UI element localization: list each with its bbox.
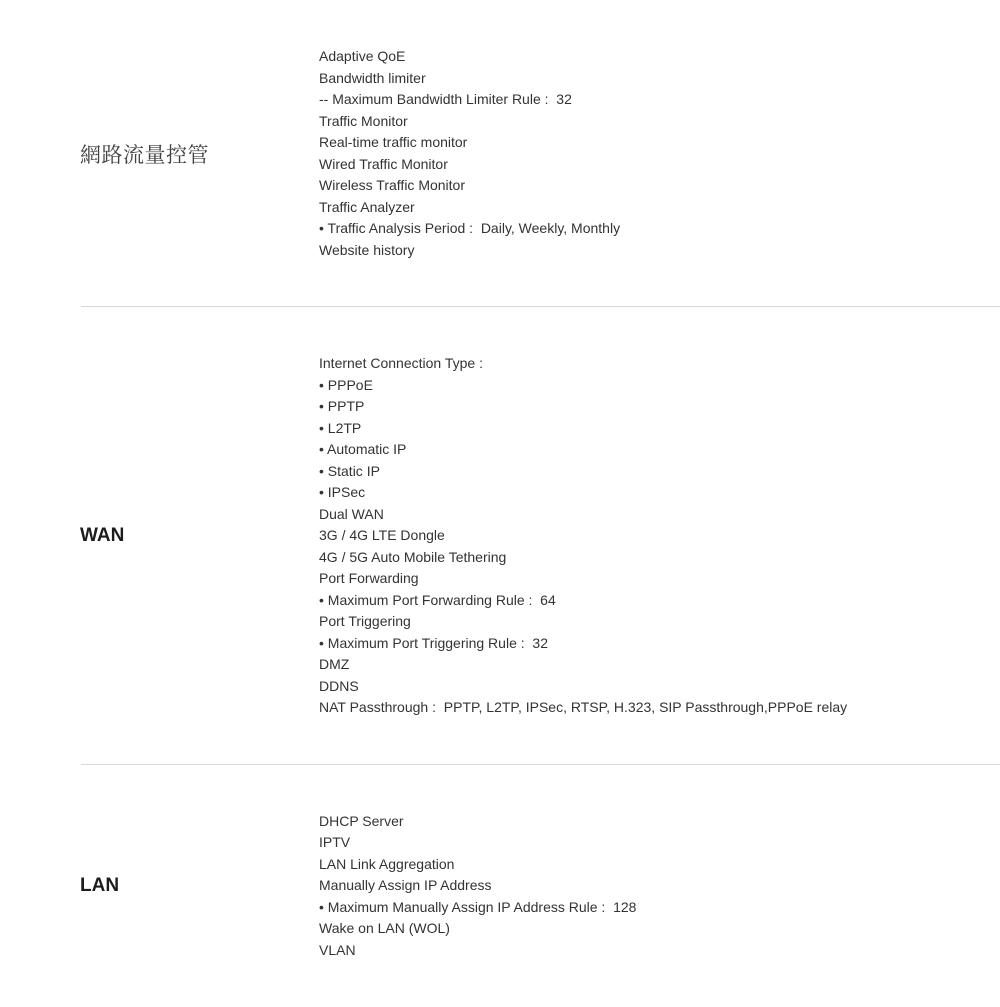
- spec-item: Website history: [319, 240, 1000, 262]
- spec-item: DHCP Server: [319, 811, 1000, 833]
- spec-item: Wake on LAN (WOL): [319, 918, 1000, 940]
- spec-item: Traffic Analyzer: [319, 197, 1000, 219]
- spec-item: Port Triggering: [319, 611, 1000, 633]
- spec-row: [0, 307, 1000, 765]
- spec-item: NAT Passthrough : PPTP, L2TP, IPSec, RTSP, H.323, SIP Passthrough,PPPoE relay: [319, 697, 1000, 719]
- spec-item: LAN Link Aggregation: [319, 854, 1000, 876]
- spec-item: Adaptive QoE: [319, 46, 1000, 68]
- spec-item: Internet Connection Type :: [319, 353, 1000, 375]
- spec-item: 4G / 5G Auto Mobile Tethering: [319, 547, 1000, 569]
- spec-item: Wired Traffic Monitor: [319, 154, 1000, 176]
- spec-item: • Automatic IP: [319, 439, 1000, 461]
- spec-item: • Traffic Analysis Period : Daily, Weekly, Monthly: [319, 218, 1000, 240]
- spec-item: Dual WAN: [319, 504, 1000, 526]
- spec-category-label: LAN: [0, 875, 319, 897]
- spec-item: • Maximum Port Forwarding Rule : 64: [319, 590, 1000, 612]
- spec-row: [0, 765, 1000, 1007]
- spec-item: Bandwidth limiter: [319, 68, 1000, 90]
- spec-item: Traffic Monitor: [319, 111, 1000, 133]
- spec-item: DDNS: [319, 676, 1000, 698]
- spec-category-label: 網路流量控管: [0, 139, 319, 169]
- spec-item: • IPSec: [319, 482, 1000, 504]
- spec-item: • Static IP: [319, 461, 1000, 483]
- spec-item: VLAN: [319, 940, 1000, 962]
- spec-item: Port Forwarding: [319, 568, 1000, 590]
- spec-category-label: WAN: [0, 525, 319, 547]
- spec-item: DMZ: [319, 654, 1000, 676]
- spec-item: • Maximum Port Triggering Rule : 32: [319, 633, 1000, 655]
- spec-item: Wireless Traffic Monitor: [319, 175, 1000, 197]
- spec-item: • PPPoE: [319, 375, 1000, 397]
- spec-item: • PPTP: [319, 396, 1000, 418]
- spec-item-list: [319, 46, 1000, 261]
- spec-item-list: [319, 353, 1000, 719]
- spec-item: • L2TP: [319, 418, 1000, 440]
- spec-item: • Maximum Manually Assign IP Address Rule : 128: [319, 897, 1000, 919]
- spec-item: 3G / 4G LTE Dongle: [319, 525, 1000, 547]
- spec-item: Manually Assign IP Address: [319, 875, 1000, 897]
- spec-row: [0, 0, 1000, 307]
- spec-item: -- Maximum Bandwidth Limiter Rule : 32: [319, 89, 1000, 111]
- spec-item-list: [319, 811, 1000, 962]
- spec-item: Real-time traffic monitor: [319, 132, 1000, 154]
- spec-item: IPTV: [319, 832, 1000, 854]
